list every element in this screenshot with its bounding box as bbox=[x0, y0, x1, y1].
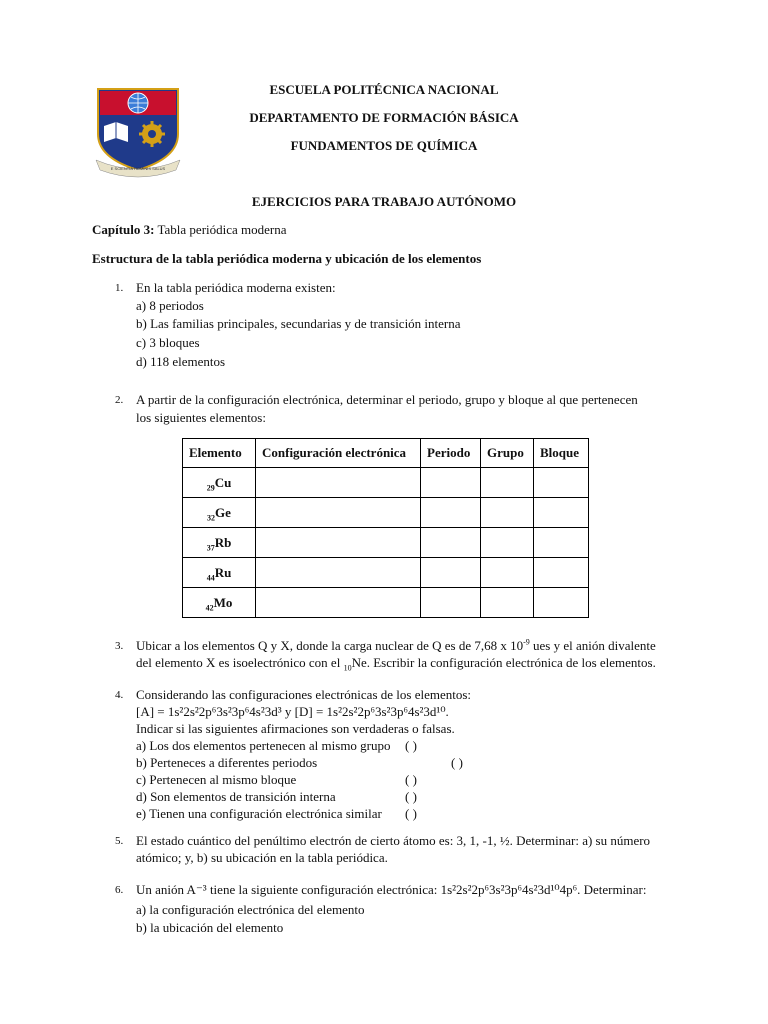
question-number-2: 2. bbox=[115, 394, 124, 406]
q4-answer-b[interactable]: ( ) bbox=[451, 755, 463, 770]
col-header-period: Periodo bbox=[421, 439, 481, 468]
answer-cell[interactable] bbox=[481, 528, 534, 558]
q6-option-a: a) la configuración electrónica del elemento bbox=[136, 902, 365, 917]
q1-option-d: d) 118 elementos bbox=[136, 354, 226, 369]
q4-answer-c[interactable]: ( ) bbox=[405, 772, 417, 787]
answer-cell[interactable] bbox=[256, 528, 421, 558]
question-number-4: 4. bbox=[115, 689, 124, 701]
document-title: EJERCICIOS PARA TRABAJO AUTÓNOMO bbox=[251, 194, 517, 209]
chapter-line bbox=[92, 222, 287, 238]
answer-cell[interactable] bbox=[534, 528, 589, 558]
q2-line2: los siguientes elementos: bbox=[136, 410, 266, 425]
q3-line2: del elemento X es isoelectrónico con el $_{10}$Ne. Escribir la configuración electrónica de los elementos. bbox=[136, 655, 656, 673]
answer-cell[interactable] bbox=[256, 558, 421, 588]
q6-option-b: b) la ubicación del elemento bbox=[136, 920, 284, 935]
question-number-5: 5. bbox=[115, 835, 124, 847]
col-header-element: Elemento bbox=[183, 439, 256, 468]
table-row bbox=[183, 528, 589, 558]
answer-cell[interactable] bbox=[256, 588, 421, 618]
periodic-table-exercise bbox=[182, 438, 589, 618]
element-cell: $_{44}$Ru bbox=[183, 558, 256, 588]
q1-option-b: b) Las familias principales, secundarias y de transición interna bbox=[136, 316, 461, 331]
table-row bbox=[183, 498, 589, 528]
logo-motto: E SCIENTIA HOMINIS SALUS bbox=[110, 166, 166, 171]
q1-option-c: c) 3 bloques bbox=[136, 335, 200, 350]
chapter-label: Capítulo 3: bbox=[92, 222, 155, 237]
answer-cell[interactable] bbox=[256, 468, 421, 498]
q5-line1: El estado cuántico del penúltimo electrón de cierto átomo es: 3, 1, -1, ½. Determinar: a) su número bbox=[136, 833, 651, 848]
element-cell: $_{29}$Cu bbox=[183, 468, 256, 498]
q4-item-c: c) Pertenecen al mismo bloque bbox=[136, 772, 297, 787]
answer-cell[interactable] bbox=[421, 498, 481, 528]
q1-option-a: a) 8 periodos bbox=[136, 298, 204, 313]
element-cell: $_{37}$Rb bbox=[183, 528, 256, 558]
q5-line2: atómico; y, b) su ubicación en la tabla periódica. bbox=[136, 850, 388, 865]
q1-stem: En la tabla periódica moderna existen: bbox=[136, 280, 336, 295]
q4-config-line: [A] = 1s²2s²2p⁶3s²3p⁶4s²3d³ y [D] = 1s²2s²2p⁶3s²3p⁶4s²3d¹⁰. bbox=[136, 704, 449, 719]
answer-cell[interactable] bbox=[421, 588, 481, 618]
answer-cell[interactable] bbox=[534, 468, 589, 498]
q4-stem: Considerando las configuraciones electrónicas de los elementos: bbox=[136, 687, 472, 702]
col-header-configuration: Configuración electrónica bbox=[256, 439, 421, 468]
table-row bbox=[183, 558, 589, 588]
answer-cell[interactable] bbox=[534, 498, 589, 528]
chapter-name: Tabla periódica moderna bbox=[157, 222, 287, 237]
q4-item-d: d) Son elementos de transición interna bbox=[136, 789, 336, 804]
answer-cell[interactable] bbox=[421, 468, 481, 498]
course-name: FUNDAMENTOS DE QUÍMICA bbox=[290, 138, 478, 153]
q4-item-b: b) Perteneces a diferentes periodos bbox=[136, 755, 318, 770]
q2-line1: A partir de la configuración electrónica, determinar el periodo, grupo y bloque al que pertenecen bbox=[136, 392, 638, 407]
question-number-1: 1. bbox=[115, 282, 124, 294]
q4-answer-a[interactable]: ( ) bbox=[405, 738, 417, 753]
answer-cell[interactable] bbox=[534, 558, 589, 588]
table-row bbox=[183, 588, 589, 618]
question-number-6: 6. bbox=[115, 884, 124, 896]
col-header-block: Bloque bbox=[534, 439, 589, 468]
institution-logo bbox=[92, 86, 184, 178]
element-cell: $_{32}$Ge bbox=[183, 498, 256, 528]
q4-instruction: Indicar si las siguientes afirmaciones son verdaderas o falsas. bbox=[136, 721, 455, 736]
answer-cell[interactable] bbox=[256, 498, 421, 528]
answer-cell[interactable] bbox=[421, 558, 481, 588]
q4-item-a: a) Los dos elementos pertenecen al mismo grupo bbox=[136, 738, 391, 753]
answer-cell[interactable] bbox=[481, 588, 534, 618]
q4-answer-e[interactable]: ( ) bbox=[405, 806, 417, 821]
q4-item-e: e) Tienen una configuración electrónica similar bbox=[136, 806, 382, 821]
q3-line1: Ubicar a los elementos Q y X, donde la carga nuclear de Q es de 7,68 x $10^{-9}$ ues y el anión divalente bbox=[136, 637, 656, 653]
q4-answer-d[interactable]: ( ) bbox=[405, 789, 417, 804]
table-row bbox=[183, 468, 589, 498]
department-name: DEPARTAMENTO DE FORMACIÓN BÁSICA bbox=[249, 110, 519, 125]
answer-cell[interactable] bbox=[534, 588, 589, 618]
institution-name: ESCUELA POLITÉCNICA NACIONAL bbox=[269, 82, 499, 97]
element-cell: $_{42}$Mo bbox=[183, 588, 256, 618]
col-header-group: Grupo bbox=[481, 439, 534, 468]
answer-cell[interactable] bbox=[481, 558, 534, 588]
answer-cell[interactable] bbox=[481, 468, 534, 498]
q6-line1: Un anión A⁻³ tiene la siguiente configuración electrónica: 1s²2s²2p⁶3s²3p⁶4s²3d¹⁰4p⁶. Determinar: bbox=[136, 882, 647, 897]
table-header-row bbox=[183, 439, 589, 468]
answer-cell[interactable] bbox=[481, 498, 534, 528]
question-number-3: 3. bbox=[115, 640, 124, 652]
section-title: Estructura de la tabla periódica moderna y ubicación de los elementos bbox=[92, 251, 482, 266]
answer-cell[interactable] bbox=[421, 528, 481, 558]
